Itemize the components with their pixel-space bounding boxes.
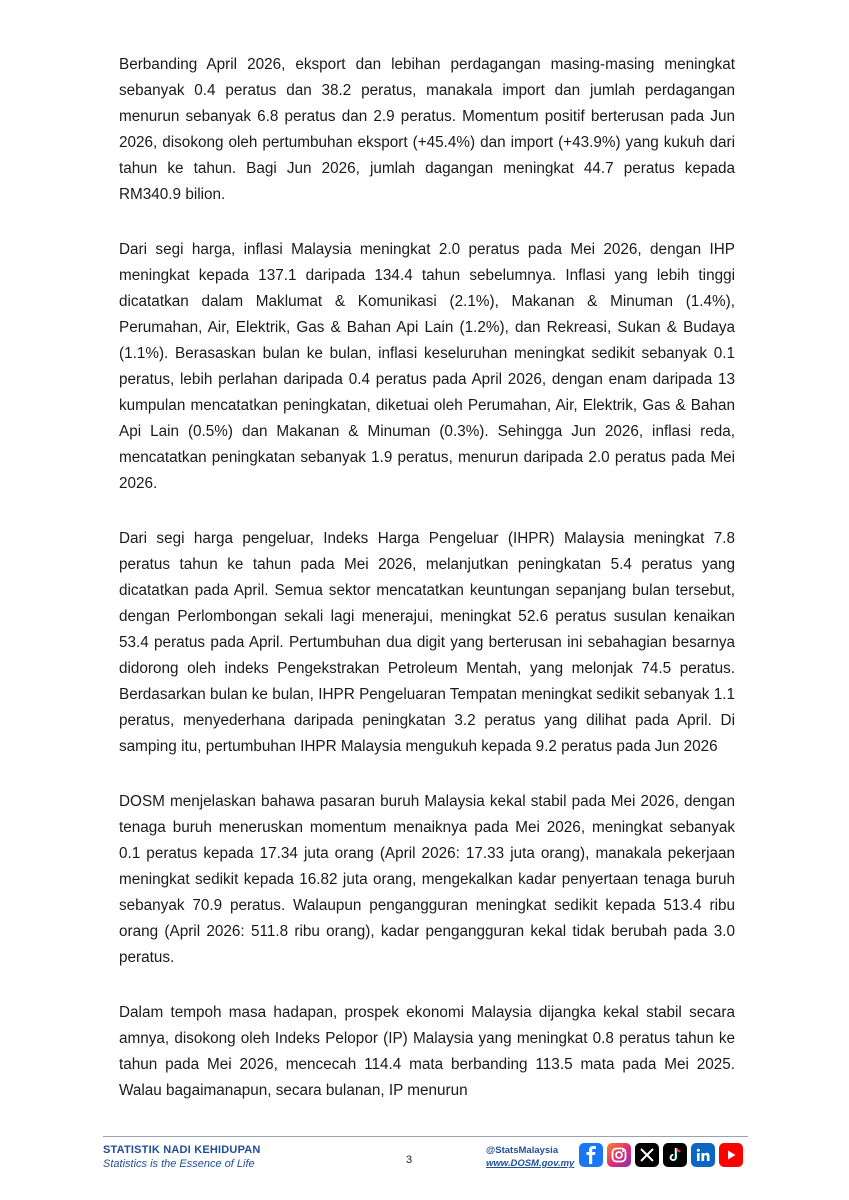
footer-tagline: Statistics is the Essence of Life [103,1158,255,1170]
document-body [119,52,735,1133]
page-number: 3 [406,1154,413,1166]
footer-title: STATISTIK NADI KEHIDUPAN [103,1144,261,1156]
x-icon[interactable] [635,1143,659,1167]
paragraph-trade: Berbanding April 2026, eksport dan lebihan perdagangan masing-masing meningkat sebanyak 0.4 peratus dan 38.2 peratus, manakala import dan jumlah perdagangan menurun sebanyak 6.8 peratus dan 2.9 peratus. Momentum positif berterusan pada Jun 2026, disokong oleh pertumbuhan eksport (+45.4%) dan import (+43.9%) yang kukuh dari tahun ke tahun. Bagi Jun 2026, jumlah dagangan meningkat 44.7 peratus kepada RM340.9 bilion. [119,56,735,203]
instagram-icon[interactable] [607,1143,631,1167]
social-handle[interactable]: @StatsMalaysia [486,1145,559,1156]
paragraph-labour-market: DOSM menjelaskan bahawa pasaran buruh Malaysia kekal stabil pada Mei 2026, dengan tenaga buruh meneruskan momentum menaiknya pada Mei 2026, meningkat sebanyak 0.1 peratus kepada 17.34 juta orang (April 2026: 17.33 juta orang), manakala pekerjaan meningkat sedikit kepada 16.82 juta orang, mengekalkan kadar penyertaan tenaga buruh sebanyak 70.9 peratus. Walaupun pengangguran meningkat sedikit kepada 513.4 ribu orang (April 2026: 511.8 ribu orang), kadar pengangguran kekal tidak berubah pada 3.0 peratus. [119,793,735,966]
footer-branding [103,1143,261,1171]
footer-contact [486,1144,574,1170]
website-link[interactable]: www.DOSM.gov.my [486,1158,575,1169]
paragraph-outlook: Dalam tempoh masa hadapan, prospek ekonomi Malaysia dijangka kekal stabil secara amnya, disokong oleh Indeks Pelopor (IP) Malaysia yang meningkat 0.8 peratus tahun ke tahun pada Mei 2026, mencecah 114.4 mata berbanding 113.5 mata pada Mei 2025. Walau bagaimanapun, secara bulanan, IP menurun [119,1004,735,1099]
footer-divider [103,1136,748,1137]
linkedin-icon[interactable] [691,1143,715,1167]
tiktok-icon[interactable] [663,1143,687,1167]
paragraph-inflation: Dari segi harga, inflasi Malaysia meningkat 2.0 peratus pada Mei 2026, dengan IHP meningkat kepada 137.1 daripada 134.4 tahun sebelumnya. Inflasi yang lebih tinggi dicatatkan dalam Maklumat & Komunikasi (2.1%), Makanan & Minuman (1.4%), Perumahan, Air, Elektrik, Gas & Bahan Api Lain (1.2%), dan Rekreasi, Sukan & Budaya (1.1%). Berasaskan bulan ke bulan, inflasi keseluruhan meningkat sedikit sebanyak 0.1 peratus, lebih perlahan daripada 0.4 peratus pada April 2026, dengan enam daripada 13 kumpulan mencatatkan peningkatan, diketuai oleh Perumahan, Air, Elektrik, Gas & Bahan Api Lain (0.5%) dan Makanan & Minuman (0.3%). Sehingga Jun 2026, inflasi reda, mencatatkan peningkatan sebanyak 1.9 peratus, menurun daripada 2.0 peratus pada Mei 2026. [119,241,735,492]
paragraph-producer-prices: Dari segi harga pengeluar, Indeks Harga Pengeluar (IHPR) Malaysia meningkat 7.8 peratus tahun ke tahun pada Mei 2026, melanjutkan peningkatan 5.4 peratus yang dicatatkan pada April. Semua sektor mencatatkan keuntungan sepanjang bulan tersebut, dengan Perlombongan sekali lagi menerajui, meningkat 52.6 peratus susulan kenaikan 53.4 peratus pada April. Pertumbuhan dua digit yang berterusan ini sebahagian besarnya didorong oleh indeks Pengekstrakan Petroleum Mentah, yang melonjak 74.5 peratus. Berdasarkan bulan ke bulan, IHPR Pengeluaran Tempatan meningkat sedikit sebanyak 1.1 peratus, menyederhana daripada peningkatan 3.2 peratus yang dilihat pada April. Di samping itu, pertumbuhan IHPR Malaysia mengukuh kepada 9.2 peratus pada Jun 2026 [119,530,735,755]
social-icons [579,1143,743,1167]
youtube-icon[interactable] [719,1143,743,1167]
facebook-icon[interactable] [579,1143,603,1167]
